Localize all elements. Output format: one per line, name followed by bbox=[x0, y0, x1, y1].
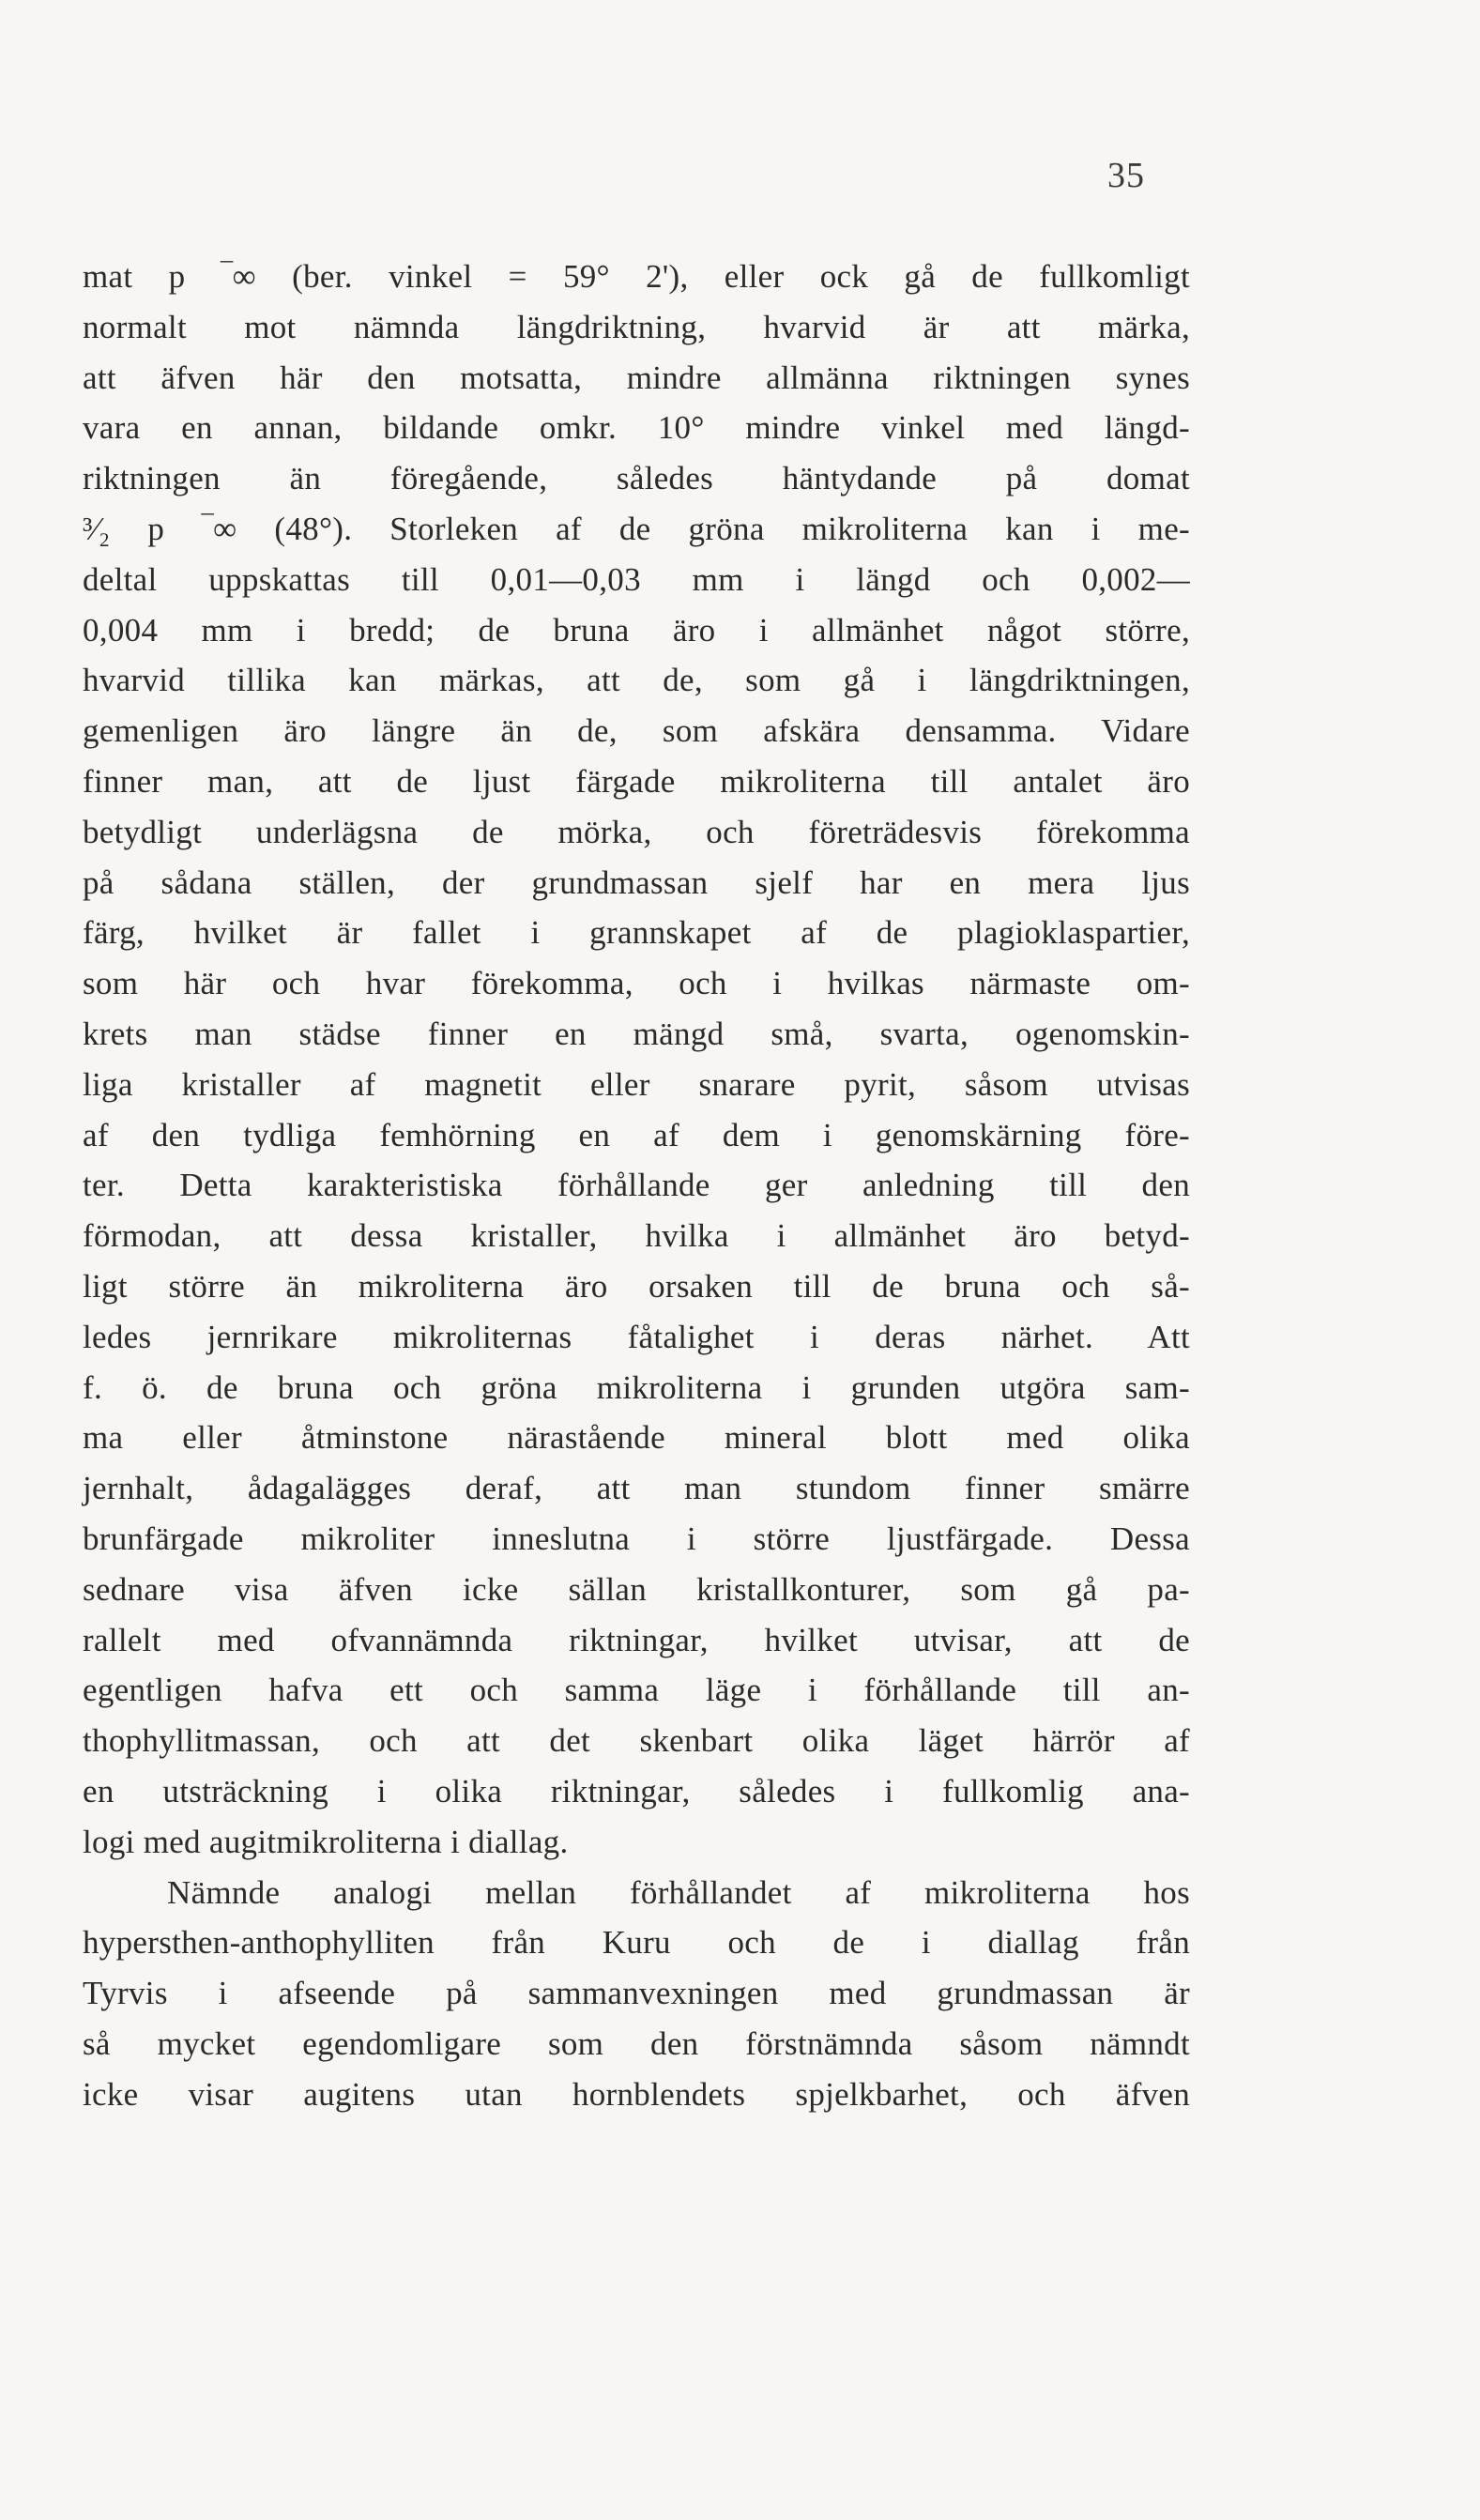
text-line: riktningen än föregående, således häntydande på domat bbox=[83, 460, 1190, 497]
text-line: liga kristaller af magnetit eller snarare pyrit, såsom utvisas bbox=[83, 1065, 1190, 1103]
text-line: på sådana ställen, der grundmassan sjelf har en mera ljus bbox=[83, 863, 1190, 901]
text-line: gemenligen äro längre än de, som afskära densamma. Vidare bbox=[83, 712, 1190, 750]
text-line: icke visar augitens utan hornblendets spjelkbarhet, och äfven bbox=[83, 2075, 1190, 2113]
text-line: mat p ‾∞ (ber. vinkel = 59° 2'), eller ock gå de fullkomligt bbox=[83, 258, 1190, 295]
text-line: hvarvid tillika kan märkas, att de, som gå i längdriktningen, bbox=[83, 662, 1190, 699]
text-line: Tyrvis i afseende på sammanvexningen med grundmassan är bbox=[83, 1975, 1190, 2012]
text-line: så mycket egendomligare som den förstnämnda såsom nämndt bbox=[83, 2024, 1190, 2062]
text-line: vara en annan, bildande omkr. 10° mindre vinkel med längd- bbox=[83, 409, 1190, 447]
page-number: 35 bbox=[1107, 156, 1145, 195]
text-line: ter. Detta karakteristiska förhållande ger anledning till den bbox=[83, 1167, 1190, 1204]
text-line: finner man, att de ljust färgade mikroliterna till antalet äro bbox=[83, 762, 1190, 800]
text-line: brunfärgade mikroliter inneslutna i större ljustfärgade. Dessa bbox=[83, 1520, 1190, 1557]
text-line: sednare visa äfven icke sällan kristallkonturer, som gå pa- bbox=[83, 1570, 1190, 1608]
text-line: som här och hvar förekomma, och i hvilkas närmaste om- bbox=[83, 965, 1190, 1002]
text-line: 0,004 mm i bredd; de bruna äro i allmänhet något större, bbox=[83, 611, 1190, 649]
text-line: logi med augitmikroliterna i diallag. bbox=[83, 1823, 569, 1860]
text-line: betydligt underlägsna de mörka, och företrädesvis förekomma bbox=[83, 813, 1190, 850]
text-line: en utsträckning i olika riktningar, således i fullkomlig ana- bbox=[83, 1772, 1190, 1810]
body-text bbox=[83, 252, 1190, 2119]
text-line: ma eller åtminstone närastående mineral blott med olika bbox=[83, 1419, 1190, 1457]
text-line: rallelt med ofvannämnda riktningar, hvilket utvisar, att de bbox=[83, 1621, 1190, 1658]
text-line: egentligen hafva ett och samma läge i förhållande till an- bbox=[83, 1672, 1190, 1709]
text-line: jernhalt, ådagalägges deraf, att man stundom finner smärre bbox=[83, 1470, 1190, 1507]
text-line: färg, hvilket är fallet i grannskapet af de plagioklaspartier, bbox=[83, 914, 1190, 952]
text-line: att äfven här den motsatta, mindre allmänna riktningen synes bbox=[83, 359, 1190, 396]
text-line: af den tydliga femhörning en af dem i genomskärning före- bbox=[83, 1116, 1190, 1153]
text-line: krets man städse finner en mängd små, svarta, ogenomskin- bbox=[83, 1015, 1190, 1052]
text-line: förmodan, att dessa kristaller, hvilka i allmänhet äro betyd- bbox=[83, 1217, 1190, 1255]
text-line: normalt mot nämnda längdriktning, hvarvid är att märka, bbox=[83, 308, 1190, 345]
text-line: thophyllitmassan, och att det skenbart olika läget härrör af bbox=[83, 1722, 1190, 1760]
text-line: hypersthen-anthophylliten från Kuru och de i diallag från bbox=[83, 1924, 1190, 1962]
text-line: ligt större än mikroliterna äro orsaken till de bruna och så- bbox=[83, 1267, 1190, 1305]
text-line: f. ö. de bruna och gröna mikroliterna i grunden utgöra sam- bbox=[83, 1368, 1190, 1406]
text-line: ³⁄₂ p ‾∞ (48°). Storleken af de gröna mikroliterna kan i me- bbox=[83, 510, 1190, 547]
text-line: deltal uppskattas till 0,01—0,03 mm i längd och 0,002— bbox=[83, 560, 1190, 598]
text-line: ledes jernrikare mikroliternas fåtalighet i deras närhet. Att bbox=[83, 1318, 1190, 1355]
text-line: Nämnde analogi mellan förhållandet af mikroliterna hos bbox=[167, 1873, 1190, 1911]
